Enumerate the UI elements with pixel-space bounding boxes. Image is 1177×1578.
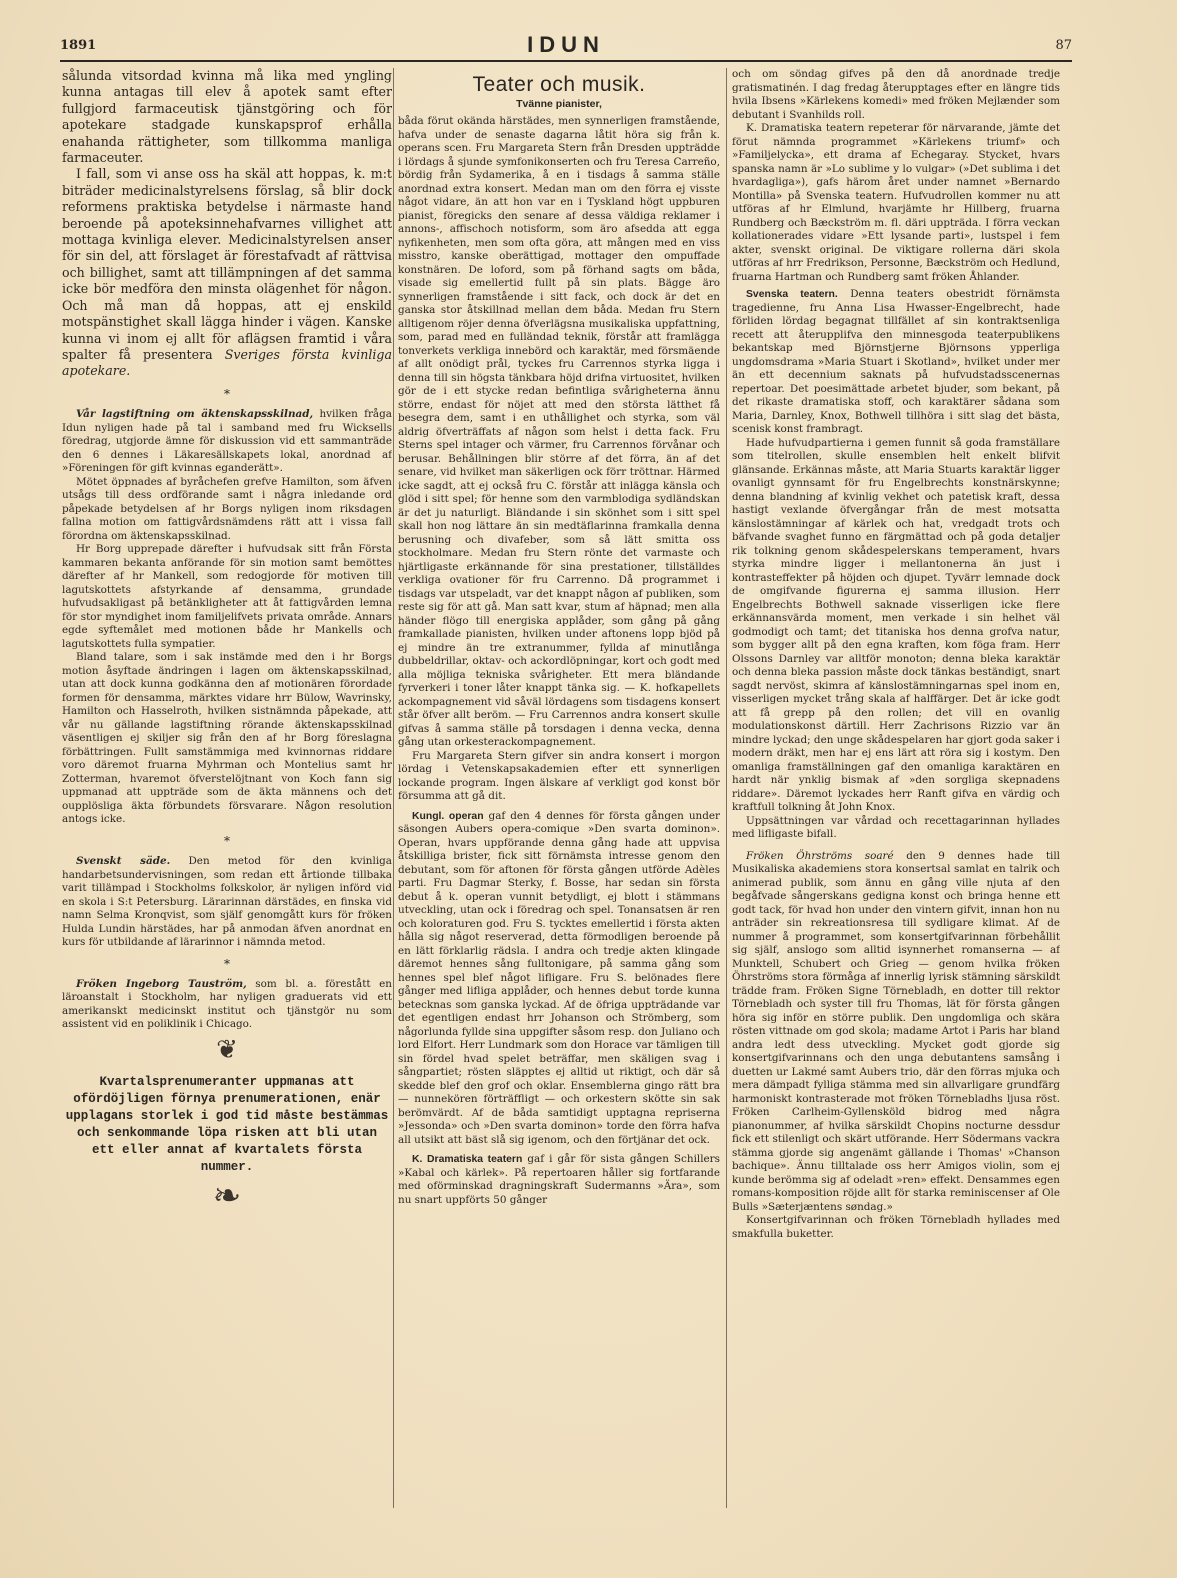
article-lead: Fröken Öhrströms soaré xyxy=(746,849,894,862)
paragraph-text: Denna teaters obestridt förnämsta tragedienne, fru Anna Lisa Hwasser-Engelbrecht, hade förliden lördag begagnat tillfället af sin kontraktsenliga recett att återupplifva den minnesgoda teaterpublikens bekantskap med Björnstjerne Björnsons ypperliga ungdomsdrama »Maria Stuart i Skotland», hvilket under mer än ett decennium saknats på hufvudstadsscenernas repertoar. Det poesimättade arbetet bjuder, som bekant, på det rikaste dramatiska stoff, och karaktärer sådana som Maria, Darnley, Knox, Bothwell tillhöra i sitt slag det bästa, scenisk konst frambragt. xyxy=(732,288,1060,435)
paragraph: K. Dramatiska teatern repeterar för närvarande, jämte det förut nämnda programmet »Kärlekens triumf» och »Familjelycka», ett drama af Echegaray. Stycket, hvars spanska namn är »Lo sublime y lo vulgar» (»Det sublima i det hvardagliga»), gafs härom året under namnet »Bernardo Montilla» på Svenska teatern. Hufvudrollen kommer nu att utföras af hr Elmlund, hvarjämte hr Hillberg, fruarna Rundberg och Bæckström m. fl. däri uppträda. I förra veckan kollationerades vidare »Ett lysande parti», lustspel i fem akter, svenskt original. De viktigare rollerna däri skola utföras af hrr Fredrikson, Personne, Bæckström och Hedlund, fruarna Hartman och Rundberg samt fröken Åhlander. xyxy=(732,122,1060,283)
header-page-number: 87 xyxy=(1055,38,1072,53)
header-rule xyxy=(60,60,1072,62)
article-svenskt-saede xyxy=(62,855,392,950)
article-lead: Svenskt säde. xyxy=(76,855,171,868)
subscription-notice: Kvartalsprenumeranter uppmanas att ofördöjligen förnya prenumerationen, enär upplagans storlek i god tid måste bestämmas och senkommande löpa risken att bli utan ett eller annat af kvartalets första nummer. xyxy=(65,1075,389,1175)
paragraph: Mötet öppnades af byråchefen grefve Hamilton, som äfven utsågs till dess ordförande samt i några inledande ord påpekade betydelsen af hr Borgs nyligen inom riksdagen fallna motion om fattigvårdsnämdens rätt att i vissa fall förordna om äktenskapsskilnad. xyxy=(62,475,392,542)
section-title: Teater och musik. xyxy=(472,73,646,96)
column-left xyxy=(62,68,392,1508)
article-svenska-teatern xyxy=(732,288,1060,437)
paragraph-text: den 9 dennes hade till Musikaliska akademiens stora konsertsal samlat en talrik och animerad publik, som ännu en gång ville njuta af den begåfvade sångerskans gedigna konst och bringa henne ett godt tack, för hvad hon under den vintern gifvit, innan hon nu anträder sin rekreationsresa till sydligare klimat. Af de nummer å programmet, som konsertgifvarinnan förbehållit sig själf, anslogo som alltid isynnerhet romanserna — af Munktell, Schubert och Grieg — genom hvilka fröken Öhrströms stora förmåga af innerlig lyrisk stämning särskildt trädde fram. Fröken Signe Törnebladh, en dotter till rektor Törnebladh och syster till fru Thomas, lät för första gången höra sig inför en större publik. Den ungdomliga och skära rösten vittnade om god skola; madame Artot i Paris har bland andra ledt dess utveckling. Mycket godt gjorde sig konsertgifvarinnans och den unga debutantens samsång i duetten ur Lakmé samt Aubers trio, där den förras mjuka och mera dämpadt fylliga stämma med sin allvarligare grundfärg harmoniskt kontrasterade mot fröken Törnebladhs ljusa röst. Fröken Carlheim-Gyllensköld bidrog med några pianonummer, af hvilka särskildt Chopins nocturne dessdur fick ett stilenligt och skärt utförande. Herr Södermans vackra stämma gjorde sig angenämt gällande i Thomas' »Chanson bachique». Ännu tilltalade oss herr Amigos violin, som ej kunde berömma sig af odeladt »ren» effekt. Densammes egen romans-komposition röjde allt för starka reminiscenser af Ole Bulls »Sæterjæntens søndag.» xyxy=(732,849,1060,1213)
article-lead: Vår lagstiftning om äktenskapsskilnad, xyxy=(76,408,314,421)
article-kungl-operan xyxy=(398,810,720,1148)
article-lead: Fröken Ingeborg Tauström, xyxy=(76,977,247,990)
subheading: Tvänne pianister, xyxy=(516,97,602,110)
paragraph: Hade hufvudpartierna i gemen funnit så goda framställare som titelrollen, skulle ensemblen helt enkelt blifvit glänsande. Erkännas måste, att Maria Stuarts karaktär ligger ovanligt gynnsamt för fru Engelbrechts konstnärskynne; denna blandning af kvinlig vekhet och patetisk kraft, dessa hastigt vexlande öfvergångar från de mest motsatta känslostämningar af kärlek och hat, vredgadt trots och bäfvande svaghet funno en färgmättad och på goda detaljer rik tolkning genom skådespelerskans temperament, hvars styrka mindre ligger i mellantonerna än just i kontrasteffekter på höjden och djupet. Tyvärr lemnade dock de omgifvande figurerna ej samma illusion. Herr Engelbrechts Bothwell saknade visserligen icke flere erkännansvärda moment, men verkade i sin helhet väl godmodigt och tamt; det titaniska hos denna grofva natur, som bygger allt på den egna kraften, kom föga fram. Herr Olssons Darnley var alltför monoton; denna bleka karaktär och denna bleka passion måste dock tänkas beständigt, snart sagdt nervöst, skimra af känslostämningarnas spel inom en, visserligen mycket trång skala af halffärger. Det är icke godt att få grepp på den rollen; det vill en ovanlig modulationskonst därtill. Herr Zachrisons Rizzio var än mindre lyckad; den unge skådespelaren har gjort goda saker i modern dräkt, men har ej ens lärt att röra sig i kostym. Den omanliga framställningen gaf den omanliga karaktären en hardt när ynklig bismak af »den sorgliga skepnadens riddare». Däremot lyckades herr Ranft gifva en värdig och kraftfull tolkning åt John Knox. xyxy=(732,436,1060,813)
column-middle xyxy=(398,68,720,1508)
paragraph-text: hvilken fråga Idun nyligen hade på tal i samband med fru Wicksells föredrag, utgjorde ämne för diskussion vid ett sammanträde den 6 dennes i Läkaresällskapets lokal, anordnad af »Föreningen för gift kvinnas eganderätt». xyxy=(62,408,392,475)
emphasis-text: Sveriges första kvinliga apotekare. xyxy=(62,346,392,379)
paragraph-text: I fall, som vi anse oss ha skäl att hoppas, k. m:t biträder medicinalstyrelsens förslag, så blir dock reformens praktiska betydelse i närmaste hand beroende på apoteksinnehafvarnes villighet att mottaga kvinliga elever. Medicinalstyrelsen anser för sin del, att förslaget är förestafvadt af rättvisa och billighet, samt att tillämpningen af det samma icke bör medföra den minsta olägenhet för någon. Och må man då hoppas, att ej enskild motspänstighet skall lägga hinder i vägen. Kanske kunna vi inom ej allt för aflägsen framtid i våra spalter få presentera xyxy=(62,166,392,362)
paragraph: Hr Borg upprepade därefter i hufvudsak sitt från Första kammaren bekanta anförande för sin motion samt bemöttes därefter af hr Mankell, som redogjorde för motiven till lagutskottets afstyrkande af densamma, grundade hufvudsakligast på betänkligheter att åt fattigvården lemna för stor myndighet inom familjelifvets privata område. Annars egde syftemålet med motionen både hr Mankells och lagutskottets fulla sympatier. xyxy=(62,543,392,650)
article-vaar-lagstiftning xyxy=(62,408,392,476)
paragraph xyxy=(62,166,392,379)
column-divider xyxy=(393,68,394,1508)
masthead-title: IDUN xyxy=(527,32,605,57)
paragraph: Konsertgifvarinnan och fröken Törnebladh hyllades med smakfulla buketter. xyxy=(732,1214,1060,1240)
article-ingeborg-taustroem xyxy=(62,978,392,1032)
header-year: 1891 xyxy=(60,38,97,53)
paragraph: båda förut okända härstädes, men synnerligen framstående, hafva under de senaste dagarna låtit höra sig från k. operans scen. Fru Margareta Stern från Dresden uppträdde i lördags å sjunde symfonikonserten och fru Teresa Carreño, bördig från Sydamerika, å en i tisdags å samma ställe anordnad extra konsert. Medan man om den förra ej visste något vidare, än att hon var en i Tyskland högt uppburen pianist, föregicks den senare af dessa väldiga reklamer i annons-, affischoch notisform, som äro afsedda att egga nyfikenheten, men som ofta göra, att mången med en viss misstro, kanske oberättigad, mottager den ompuffade konstnären. De loford, som på förhand sagts om båda, visade sig emellertid fullt på sin plats. Bägge äro synnerligen framstående i sitt fack, och dock är det en ganska stor åtskillnad mellan dem båda. Medan fru Stern alltigenom röjer denna öfverlägsna musikaliska uppfattning, som, parad med en fulländad teknik, förstår att framlägga tonverkets verkliga innebörd och karaktär, med försmäende af allt onödigt prål, tyckes fru Carrennos styrka ligga i denna till sin högsta tänkbara höjd drifna virtuositet, hvilken gör de i ett stycke redan befintliga svårigheterna ännu större, endast för nöjet att med den största lätthet få besegra dem, samt i en uthållighet och styrka, som väl aldrig öfverträffats af någon som helst i detta fack. Fru Sterns spel intager och värmer, fru Carrennos förvånar och berusar. Behållningen blir större af det förra, än af det senare, vid hvilket man säkerligen ock förr tröttnar. Härmed icke sagdt, att ej också fru C. förstår att inlägga känsla och glöd i sitt spel; för henne som den varmblodiga sydländskan är det ju naturligt. Bländande i sin skönhet som i sitt spel skall hon nog lättare än sin medtäflarinna framkalla denna berusning och divafeber, som så lätt smitta oss stockholmare. Medan fru Stern rönte det varmaste och hjärtligaste erkännande för sina prestationer, tillställdes verkliga ovationer för fru Carrenno. Då programmet i tisdags var utspeladt, var det knappt någon af publiken, som reste sig för att gå. Man satt kvar, stum af häpnad; men alla händer flögo till energiska applåder, som gång på gång framkallade pianisten, hvilken under aftonens lopp bjöd på ej mindre än tre extranummer, fyllda af minutlånga dubbeldrillar, oktav- och ackordlöpningar, kort och godt med alla möjliga tekniska svårigheter. Ett mera bländande fyrverkeri i toner låter knappt tänka sig. — K. hofkapellets ackompagnement vid såväl lördagens som tisdagens konsert står öfver allt beröm. — Fru Carrennos andra konsert skulle gifvas å samma ställe på torsdagen i denna vecka, denna gång utan orkesterackompagnement. xyxy=(398,115,720,748)
paragraph: sålunda vitsordad kvinna må lika med yngling kunna antagas till elev å apotek samt efter fullgjord farmaceutisk tjänstgöring och för apotekare stadgade kunskapsprof erhålla enahanda rättigheter, som tillkomma manliga farmaceuter. xyxy=(62,68,392,166)
section-separator: * xyxy=(224,833,230,848)
section-separator: * xyxy=(224,956,230,971)
paragraph-text: gaf i går för sista gången Schillers »Kabal och kärlek». På repertoaren håller sig fortfarande med oförminskad dragningskraft Sudermanns »Ära», som nu snart uppförts 50 gånger xyxy=(398,1153,720,1206)
floral-ornament-icon: ❧ xyxy=(212,1176,242,1217)
article-dramatiska-teatern xyxy=(398,1153,720,1207)
column-right xyxy=(732,68,1060,1508)
paragraph-text: gaf den 4 dennes för första gången under säsongen Aubers opera-comique »Den svarta dominon». Operan, hvars uppförande denna gång hade att uppvisa åtskilliga brister, fick sitt förnämsta intresse genom den debutant, som för aftonen för första gången utförde Adèles parti. Fru Dagmar Sterky, f. Bosse, har sedan sin första debut å k. operan vunnit betydligt, ej blott i stämmans utveckling, utan ock i föredrag och spel. Tonansatsen är ren och koloraturen god. Fru S. tycktes emellertid i första akten hålla sig något reserverad, detta förmodligen beroende på en lätt förklarlig rädsla. I andra och tredje akten klingade däremot hennes sång fulltonigare, på samma gång som hennes spel blef något lifligare. Fru S. belönades flere gånger med lifliga applåder, och hennes debut torde kunna betecknas som ganska lyckad. Af de öfriga uppträdande var det egentligen endast hrr Johanson och Strömberg, som någorlunda fyllde sina uppgifter såsom resp. don Juliano och lord Elfort. Herr Lundmark som don Horace var tämligen till sin fördel hvad spelet beträffar, men skäligen svag i sångpartiet; rösten släpptes ej alltid ut riktigt, och där så skedde blef den grof och oklar. Ensemblerna gingo rätt bra — nunnekören förträffligt — och orkestern skötte sin sak berömvärdt. Af de båda samtidigt upptagna repriserna »Jessonda» och »Den svarta dominon» torde den förra hafva all utsikt att bäst slå sig igenom, och den förtjänar det ock. xyxy=(398,809,720,1146)
article-oehrstroems-soare xyxy=(732,850,1060,1215)
paragraph: Bland talare, som i sak instämde med den i hr Borgs motion åsyftade ändringen i lagen om äktenskapsskilnad, utan att dock kunna godkänna den af motionären förordade formen för densamma, märktes vidare hrr Bülow, Wavrinsky, Hamilton och Hasselroth, hvilken sistnämnda påpekade, att vår nu gällande lagstiftning rörande äktenskapsskilnad väsentligen ej skiljer sig från den af hr Borg föreslagna förbättringen. Fullt samstämmiga med kvinnornas riddare voro däremot fruarna Myhrman och Montelius samt hr Zotterman, hvaremot öfverstelöjtnant von Koch fann sig uppmanad att uppträde som de äkta männens och det oupplösliga äkta förbundets försvarare. Någon resolution antogs icke. xyxy=(62,651,392,826)
article-lead: Svenska teatern. xyxy=(746,289,838,300)
paragraph: Fru Margareta Stern gifver sin andra konsert i morgon lördag i Vetenskapsakademien efter ett synnerligen lockande program. Ingen älskare af verkligt god konst bör försumma att gå dit. xyxy=(398,749,720,802)
page-header xyxy=(60,30,1072,64)
section-separator: * xyxy=(224,386,230,401)
article-lead: K. Dramatiska teatern xyxy=(412,1154,523,1165)
column-divider xyxy=(726,68,727,1508)
article-lead: Kungl. operan xyxy=(412,810,484,822)
paragraph-text: Den metod för den kvinliga handarbetsundervisningen, som redan ett årtionde tillbaka varit tillämpad i Stockholms folkskolor, är nyligen införd vid en skola i S:t Petersburg. Lärarinnan därstädes, en finska vid namn Selma Kronqvist, som själf genomgått kurs för fröken Hulda Lundin härstädes, har på anmodan äfven anordnat en kurs för utbildande af lärarinnor i nämnda metod. xyxy=(62,855,392,949)
paragraph-text: som bl. a. förestått en läroanstalt i Stockholm, har nyligen graduerats vid ett amerikanskt medicinskt institut och tjänstgör nu som assistent vid en poliklinik i Chicago. xyxy=(62,977,392,1031)
paragraph: Uppsättningen var vårdad och recettagarinnan hyllades med lifligaste bifall. xyxy=(732,814,1060,840)
decorative-ornament-icon: ❦ xyxy=(216,1034,238,1065)
paragraph: och om söndag gifves på den då anordnade tredje gratismatinén. I dag fredag återupptages efter en längre tids hvila Ibsens »Kärlekens komedi» med fröken Mejlænder som debutant i Svanhilds roll. xyxy=(732,68,1060,121)
